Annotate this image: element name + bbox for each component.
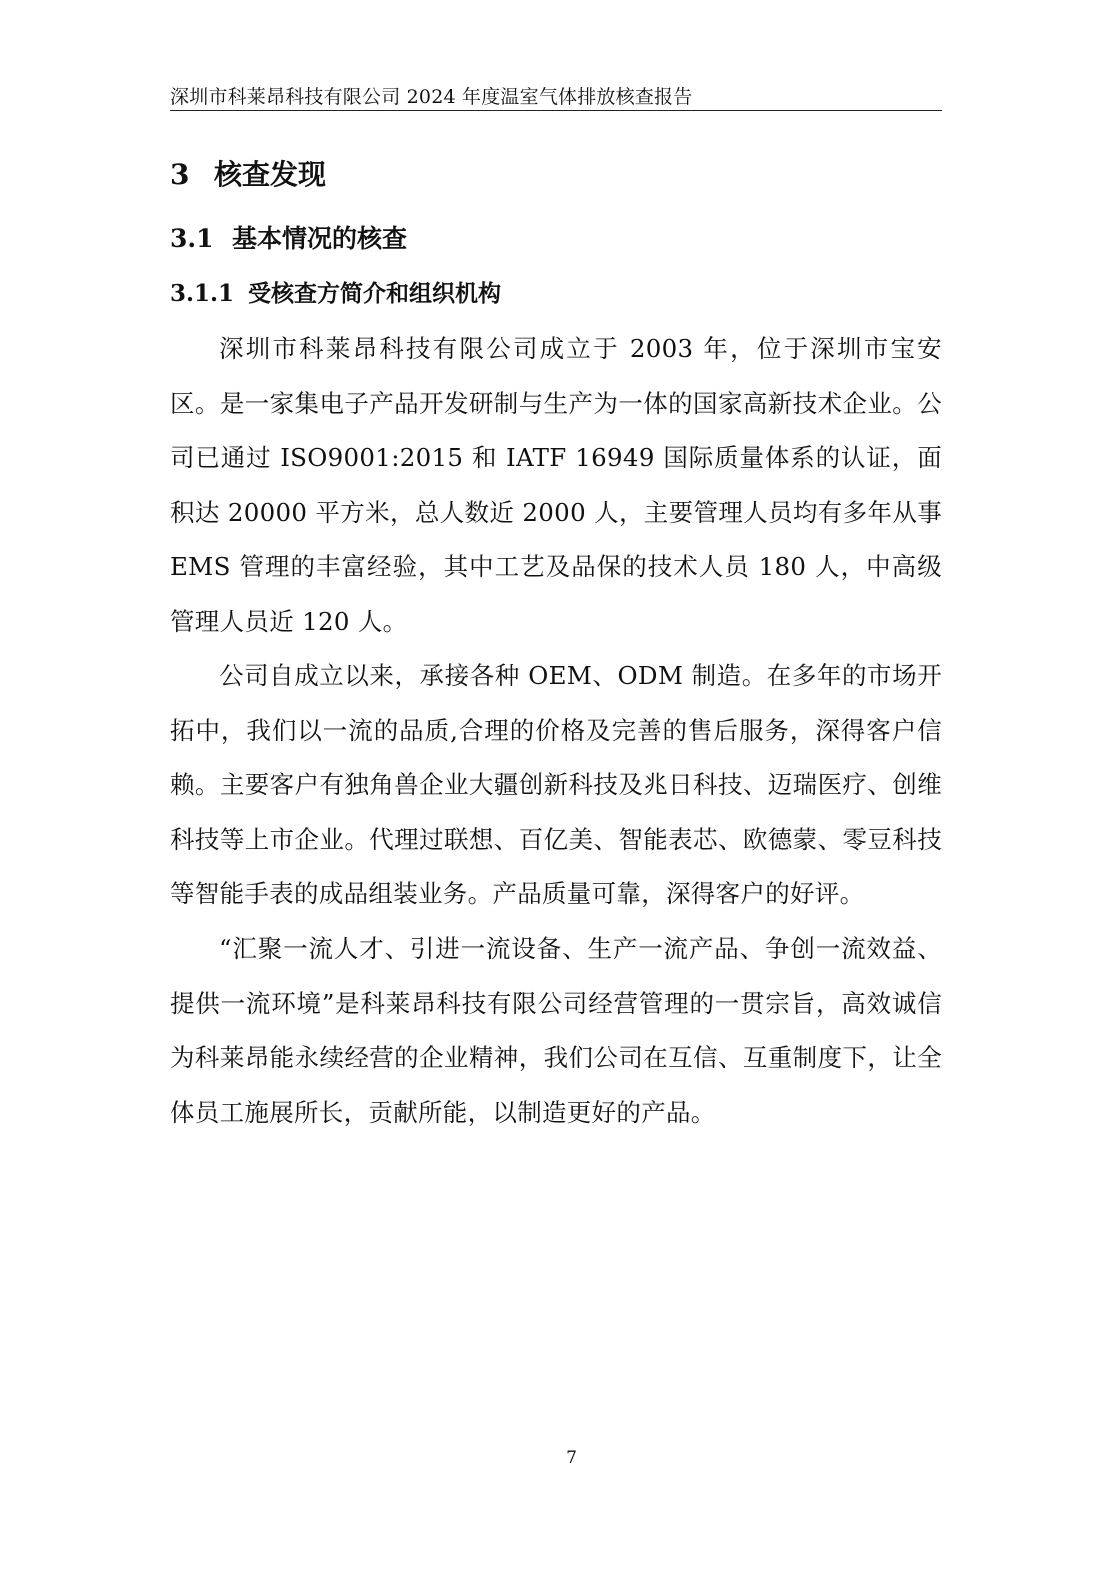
subsection-title: 基本情况的核查	[232, 224, 408, 253]
page-header	[170, 80, 942, 111]
section-heading	[170, 153, 326, 193]
subsubsection-title: 受核查方简介和组织机构	[248, 280, 501, 307]
business-paragraph: 公司自成立以来，承接各种 OEM、ODM 制造。在多年的市场开拓中，我们以一流的品质,合理的价格及完善的售后服务，深得客户信赖。主要客户有独角兽企业大疆创新科技及兆日科技、迈瑞医疗、创维科技等上市企业。代理过联想、百亿美、智能表芯、欧德蒙、零豆科技等智能手表的成品组装业务。产品质量可靠，深得客户的好评。	[170, 661, 942, 908]
section-title: 核查发现	[214, 158, 327, 191]
page-number	[0, 1448, 1111, 1468]
subsection-number: 3.1	[170, 224, 214, 253]
company-profile-paragraph: 深圳市科莱昂科技有限公司成立于 2003 年，位于深圳市宝安区。是一家集电子产品开发研制与生产为一体的国家高新技术企业。公司已通过 ISO9001:2015 和 IATF 16949 国际质量体系的认证，面积达 20000 平方米，总人数近 2000 人，主要管理人员均有多年从事 EMS 管理的丰富经验，其中工艺及品保的技术人员 180 人，中高级管理人员近 120 人。	[170, 334, 942, 636]
subsection-heading	[170, 219, 407, 255]
subsubsection-number: 3.1.1	[170, 280, 235, 307]
mission-paragraph: “汇聚一流人才、引进一流设备、生产一流产品、争创一流效益、提供一流环境”是科莱昂科技有限公司经营管理的一贯宗旨，高效诚信为科莱昂能永续经营的企业精神，我们公司在互信、互重制度下，让全体员工施展所长，贡献所能，以制造更好的产品。	[170, 934, 942, 1127]
section-number: 3	[170, 158, 190, 191]
header-title: 深圳市科莱昂科技有限公司 2024 年度温室气体排放核查报告	[170, 86, 693, 108]
subsubsection-heading	[170, 275, 501, 308]
page-number-text: 7	[566, 1448, 577, 1468]
